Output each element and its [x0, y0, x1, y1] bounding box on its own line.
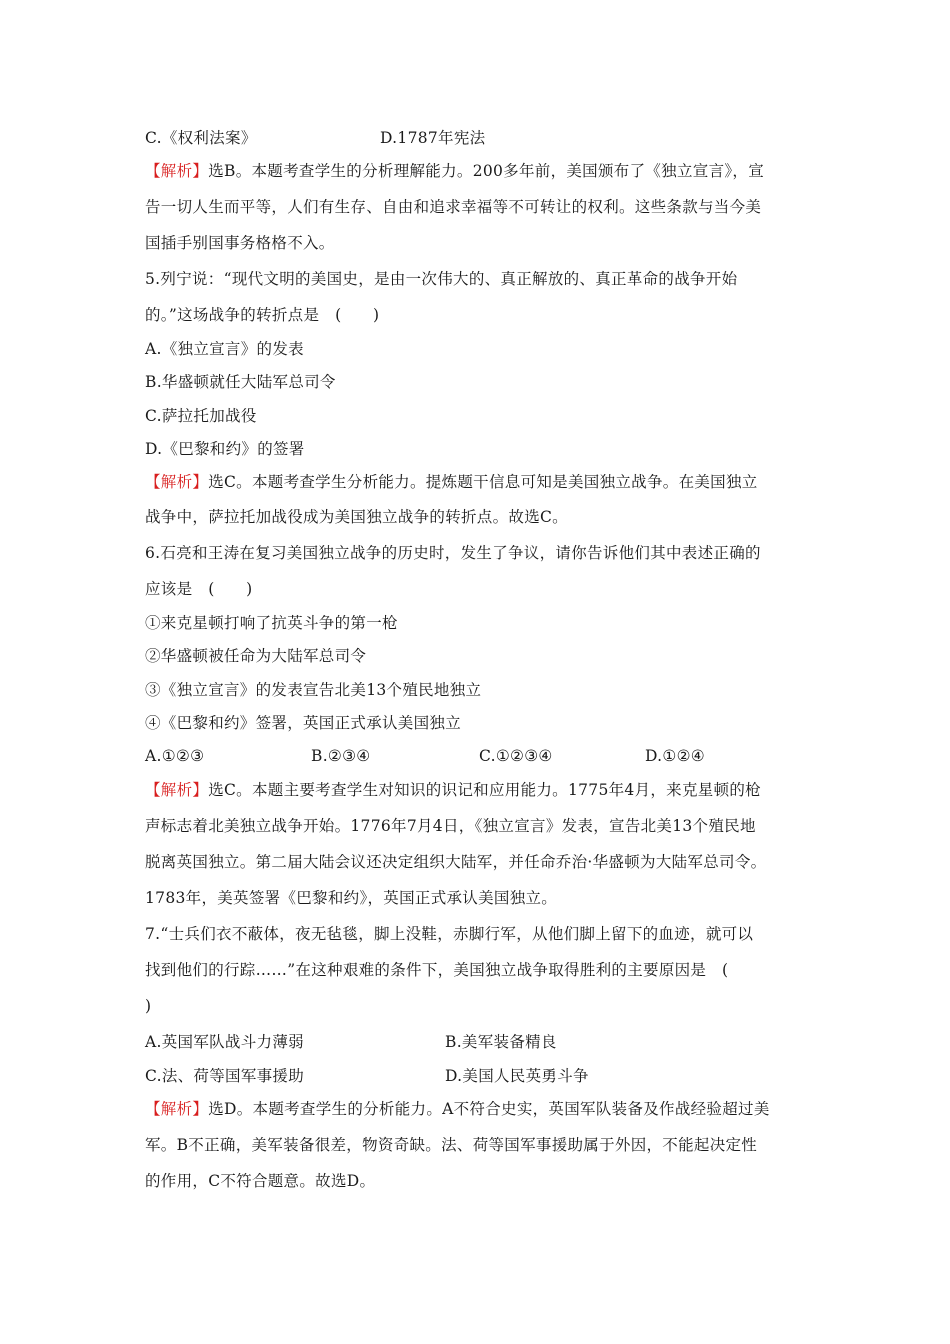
analysis-tag: 【解析】 — [145, 1100, 209, 1118]
q7-stem-line-3: ) — [145, 997, 152, 1015]
q6-option-d: D.①②④ — [645, 747, 705, 765]
q5-option-d: D.《巴黎和约》的签署 — [145, 440, 305, 458]
q5-option-c: C.萨拉托加战役 — [145, 407, 257, 425]
q6-stem-line-1: 6.石亮和王涛在复习美国独立战争的历史时，发生了争议，请你告诉他们其中表述正确的 — [145, 544, 761, 562]
q5-option-a: A.《独立宣言》的发表 — [145, 340, 304, 358]
analysis-tag: 【解析】 — [145, 781, 209, 799]
q6-statement-1: ①来克星顿打响了抗英斗争的第一枪 — [145, 614, 398, 632]
q6-stem-line-2: 应该是 ( ) — [145, 580, 253, 598]
q4-analysis-text: 选B。本题考查学生的分析理解能力。200多年前，美国颁布了《独立宣言》，宣 — [208, 162, 765, 180]
q6-analysis-line-3: 脱离英国独立。第二届大陆会议还决定组织大陆军，并任命乔治·华盛顿为大陆军总司令。 — [145, 853, 767, 871]
q6-analysis-text: 选C。本题主要考查学生对知识的识记和应用能力。1775年4月，来克星顿的枪 — [208, 781, 761, 799]
q7-stem-line-2: 找到他们的行踪……”在这种艰难的条件下，美国独立战争取得胜利的主要原因是 ( — [145, 961, 729, 979]
analysis-tag: 【解析】 — [145, 473, 209, 491]
q4-option-c: C.《权利法案》 — [145, 129, 257, 147]
q6-analysis-line-4: 1783年，美英签署《巴黎和约》，英国正式承认美国独立。 — [145, 889, 558, 907]
q6-statement-3: ③《独立宣言》的发表宣告北美13个殖民地独立 — [145, 681, 482, 699]
q7-option-d: D.美国人民英勇斗争 — [445, 1067, 589, 1085]
q7-stem-line-1: 7.“士兵们衣不蔽体，夜无毡毯，脚上没鞋，赤脚行军，从他们脚上留下的血迹，就可以 — [145, 925, 754, 943]
analysis-tag: 【解析】 — [145, 162, 209, 180]
q5-stem-line-2: 的。”这场战争的转折点是 ( ) — [145, 306, 380, 324]
q6-option-a: A.①②③ — [145, 747, 205, 765]
q7-analysis-line-3: 的作用，C不符合题意。故选D。 — [145, 1172, 376, 1190]
q6-analysis-line-1 — [145, 779, 830, 801]
q5-analysis-text: 选C。本题考查学生分析能力。提炼题干信息可知是美国独立战争。在美国独立 — [208, 473, 758, 491]
q7-analysis-line-1 — [145, 1098, 830, 1120]
q5-analysis-line-2: 战争中，萨拉托加战役成为美国独立战争的转折点。故选C。 — [145, 508, 568, 526]
q6-option-c: C.①②③④ — [479, 747, 553, 765]
q4-analysis-line-1 — [145, 160, 830, 182]
q5-stem-line-1: 5.列宁说：“现代文明的美国史，是由一次伟大的、真正解放的、真正革命的战争开始 — [145, 270, 738, 288]
q6-statement-4: ④《巴黎和约》签署，英国正式承认美国独立 — [145, 714, 462, 732]
q7-option-c: C.法、荷等国军事援助 — [145, 1067, 305, 1085]
q6-analysis-line-2: 声标志着北美独立战争开始。1776年7月4日，《独立宣言》发表，宣告北美13个殖民地 — [145, 817, 756, 835]
q5-analysis-line-1 — [145, 471, 830, 493]
q5-option-b: B.华盛顿就任大陆军总司令 — [145, 373, 336, 391]
q4-analysis-line-3: 国插手别国事务格格不入。 — [145, 234, 335, 252]
q4-analysis-line-2: 告一切人生而平等，人们有生存、自由和追求幸福等不可转让的权利。这些条款与当今美 — [145, 198, 762, 216]
q6-statement-2: ②华盛顿被任命为大陆军总司令 — [145, 647, 367, 665]
q7-analysis-line-2: 军。B不正确，美军装备很差，物资奇缺。法、荷等国军事援助属于外因，不能起决定性 — [145, 1136, 758, 1154]
q4-option-d: D.1787年宪法 — [380, 129, 486, 147]
q7-option-a: A.英国军队战斗力薄弱 — [145, 1033, 304, 1051]
q7-analysis-text: 选D。本题考查学生的分析能力。A不符合史实，英国军队装备及作战经验超过美 — [208, 1100, 770, 1118]
q7-option-b: B.美军装备精良 — [445, 1033, 557, 1051]
q6-option-b: B.②③④ — [311, 747, 371, 765]
